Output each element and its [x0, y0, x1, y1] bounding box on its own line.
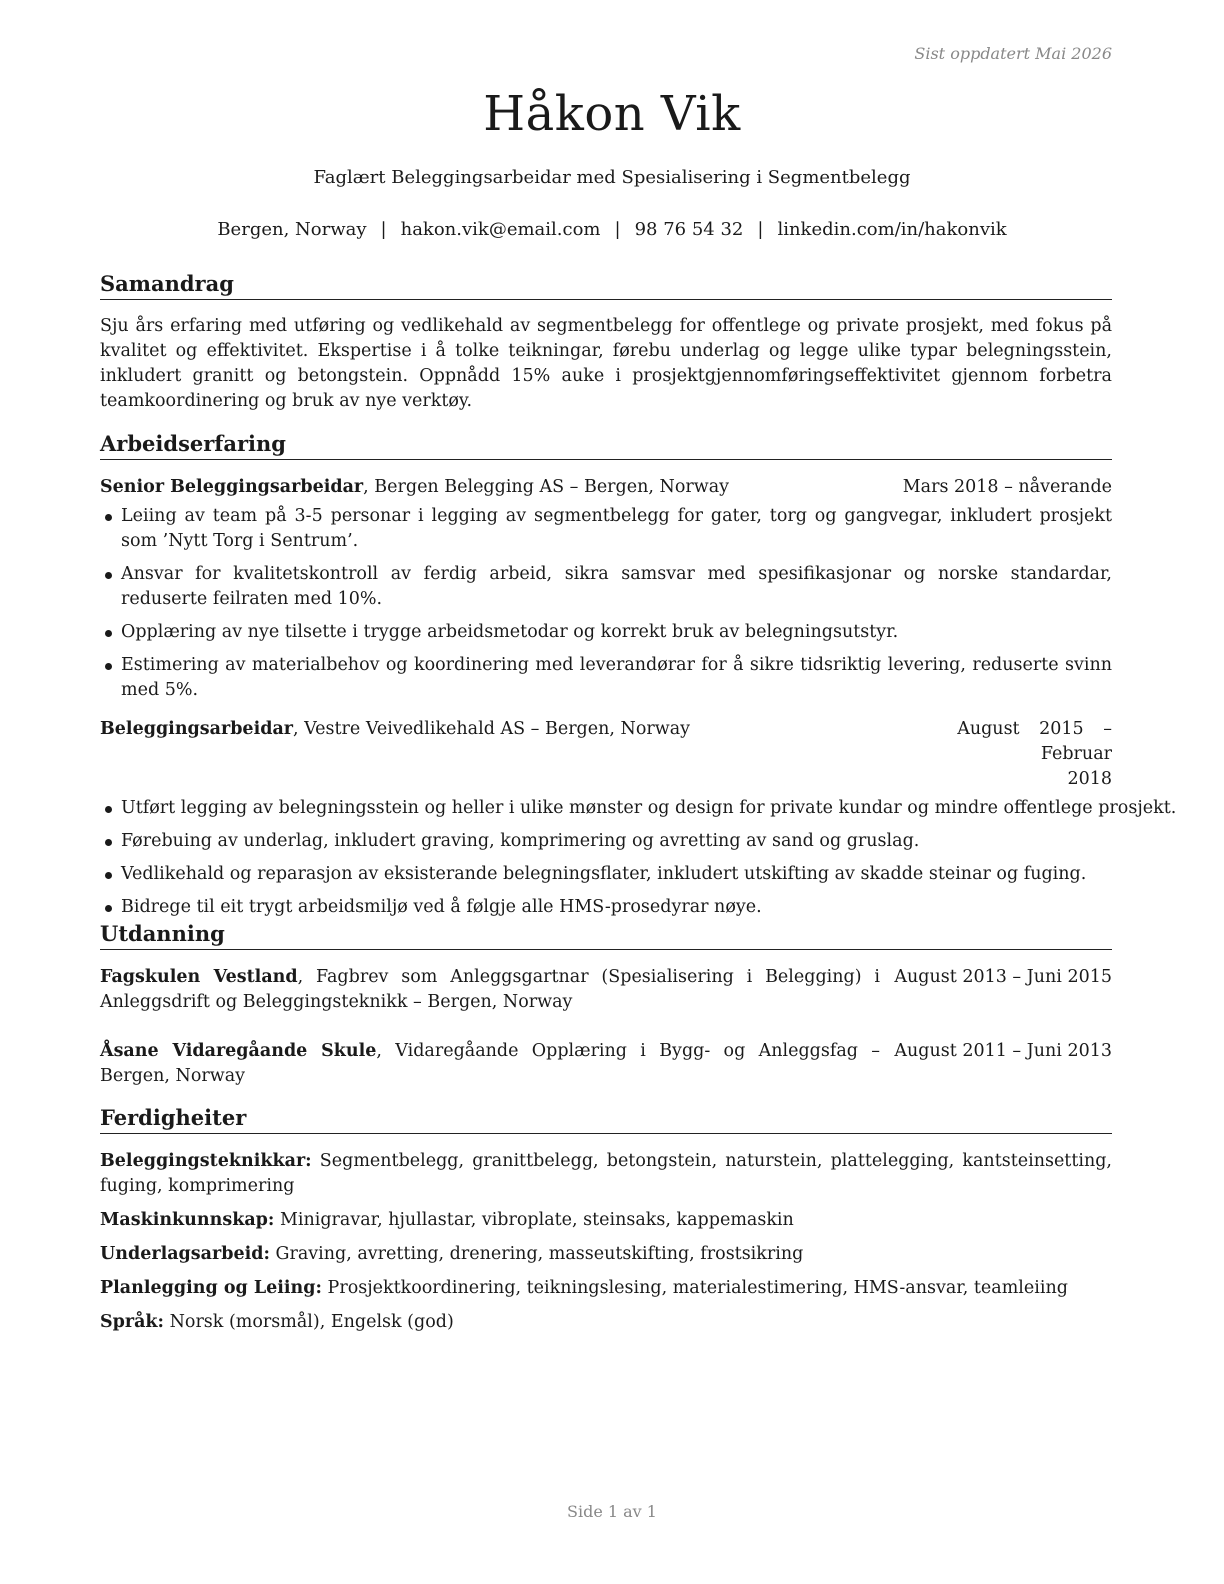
contact-separator: | [757, 219, 764, 240]
education-program: , Vidaregåande Opplæring i Bygg- og Anleggsfag – Bergen, Norway [100, 1041, 881, 1086]
skills-heading: Ferdigheiter [100, 1104, 1112, 1134]
skill-value: Norsk (morsmål), Engelsk (god) [164, 1312, 454, 1332]
job-role: Beleggingsarbeidar [100, 719, 294, 739]
education-section [100, 920, 1112, 1089]
summary-section [100, 270, 1112, 414]
job-employer: , Vestre Veivedlikehald AS – Bergen, Norway [293, 719, 691, 739]
skill-value: Prosjektkoordinering, teikningslesing, materialestimering, HMS-ansvar, teamleiing [321, 1278, 1068, 1298]
skill-label: Underlagsarbeid: [100, 1244, 270, 1264]
skill-label: Planlegging og Leiing: [100, 1278, 322, 1298]
job-bullets [100, 504, 1112, 703]
education-school: Åsane Vidaregåande Skule [100, 1041, 377, 1061]
skill-row [100, 1208, 1112, 1233]
contact-location: Bergen, Norway [217, 219, 367, 240]
experience-heading: Arbeidserfaring [100, 430, 1112, 460]
skill-value: Segmentbelegg, granittbelegg, betongstein, naturstein, plattelegging, kantsteinsetting, fuging, komprimering [100, 1151, 1112, 1196]
education-heading: Utdanning [100, 920, 1112, 950]
skill-row [100, 1310, 1112, 1335]
job-title-line [100, 475, 903, 500]
skill-label: Maskinkunnskap: [100, 1210, 275, 1230]
skill-label: Språk: [100, 1312, 165, 1332]
job-employer: , Bergen Belegging AS – Bergen, Norway [363, 477, 730, 497]
job-role: Senior Beleggingsarbeidar [100, 477, 364, 497]
job-dates-line: 2018 [1067, 769, 1112, 789]
summary-text: Sju års erfaring med utføring og vedlikehald av segmentbelegg for offentlege og private prosjekt, med fokus på kvalitet og effektivitet. Ekspertise i å tolke teikningar, førebu underlag og legge ulike typar belegningsstein, inkludert granitt og betongstein. Oppnådd 15% auke i prosjektgjennomføringseffektivitet gjennom forbetra teamkoordinering og bruk av nye verktøy. [100, 316, 1112, 411]
job-bullet: Vedlikehald og reparasjon av eksisterande belegningsflater, inkludert utskifting av skadde steinar og fuging. [100, 862, 1112, 887]
job-bullets [100, 796, 1177, 920]
education-dates: August 2011 – Juni 2013 [894, 1041, 1112, 1061]
skills-section [100, 1104, 1112, 1344]
job-header [100, 717, 1112, 792]
skill-value: Minigravar, hjullastar, vibroplate, steinsaks, kappemaskin [274, 1210, 794, 1230]
contact-separator: | [614, 219, 621, 240]
last-updated-note: Sist oppdatert Mai 2026 [914, 44, 1112, 63]
education-entry [100, 965, 1112, 1015]
skill-row [100, 1149, 1112, 1199]
education-entry [100, 1039, 1112, 1089]
skill-row [100, 1242, 1112, 1267]
skills-list [100, 1149, 1112, 1335]
contact-email[interactable]: hakon.vik@email.com [400, 219, 601, 240]
education-program: , Fagbrev som Anleggsgartnar (Spesialisering i Belegging) i Anleggsdrift og Beleggingsteknikk – Bergen, Norway [100, 967, 880, 1012]
education-dates: August 2013 – Juni 2015 [894, 967, 1112, 987]
job-entry [100, 475, 1112, 703]
job-bullet: Ansvar for kvalitetskontroll av ferdig arbeid, sikra samsvar med spesifikasjonar og norske standardar, reduserte feilraten med 10%. [100, 562, 1112, 612]
job-entry [100, 717, 1177, 920]
experience-section [100, 430, 1177, 928]
job-bullet: Utført legging av belegningsstein og heller i ulike mønster og design for private kundar og mindre offentlege prosjekt. [100, 796, 1112, 821]
contact-linkedin[interactable]: linkedin.com/in/hakonvik [777, 219, 1007, 240]
job-dates [872, 717, 1112, 792]
job-bullet: Opplæring av nye tilsette i trygge arbeidsmetodar og korrekt bruk av belegningsutstyr. [100, 620, 1112, 645]
job-dates-start: August 2015 – Februar [957, 719, 1112, 764]
job-bullet: Bidrege til eit trygt arbeidsmiljø ved å følgje alle HMS-prosedyrar nøye. [100, 895, 1112, 920]
job-dates: Mars 2018 – nåverande [902, 477, 1112, 497]
skill-row [100, 1276, 1112, 1301]
education-school: Fagskulen Vestland [100, 967, 298, 987]
summary-heading: Samandrag [100, 270, 1112, 300]
contact-line [0, 219, 1224, 240]
contact-separator: | [380, 219, 387, 240]
job-bullet: Estimering av materialbehov og koordinering med leverandørar for å sikre tidsriktig levering, reduserte svinn med 5%. [100, 653, 1112, 703]
job-title-line [100, 717, 872, 792]
skill-value: Graving, avretting, drenering, masseutskifting, frostsikring [269, 1244, 804, 1264]
job-header [100, 475, 1112, 500]
professional-tagline: Faglært Beleggingsarbeidar med Spesialisering i Segmentbelegg [313, 167, 911, 188]
candidate-name: Håkon Vik [483, 86, 741, 142]
skill-label: Beleggingsteknikkar: [100, 1151, 312, 1171]
education-detail [100, 965, 880, 1015]
page-number: Side 1 av 1 [567, 1502, 657, 1521]
job-bullet: Leiing av team på 3-5 personar i legging av segmentbelegg for gater, torg og gangvegar, inkludert prosjekt som ’Nytt Torg i Sentrum’. [100, 504, 1112, 554]
job-dates-line [872, 717, 1112, 767]
education-detail [100, 1039, 880, 1089]
contact-phone: 98 76 54 32 [634, 219, 744, 240]
job-bullet: Førebuing av underlag, inkludert graving, komprimering og avretting av sand og gruslag. [100, 829, 1112, 854]
